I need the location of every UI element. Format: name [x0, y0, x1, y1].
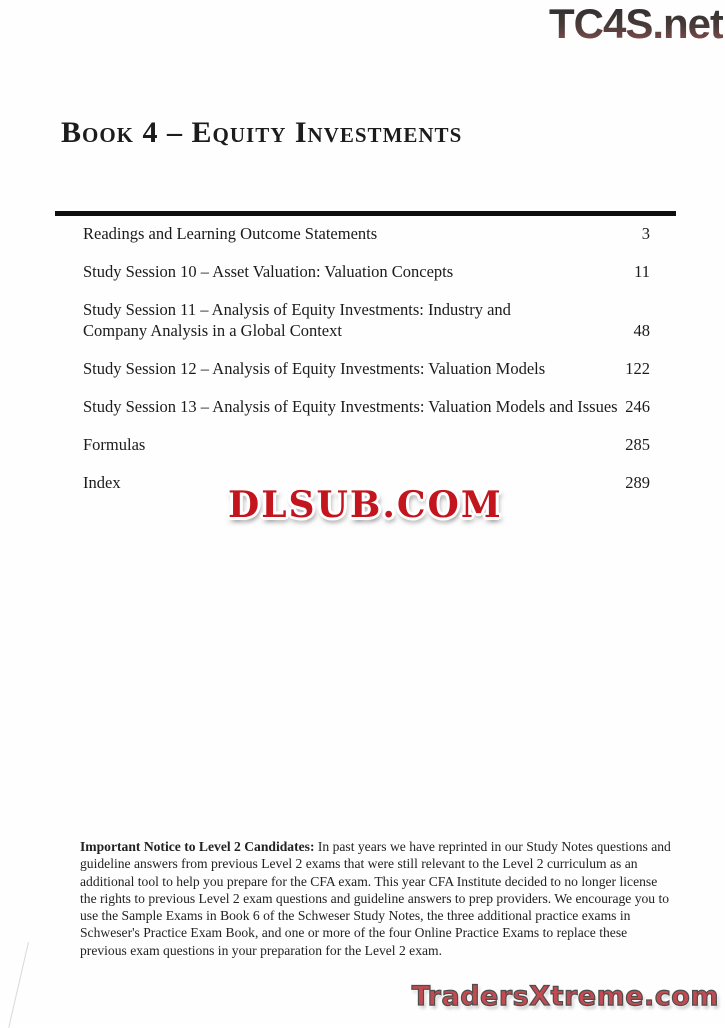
toc-entry-label: Index [83, 473, 121, 492]
toc-row [83, 261, 650, 282]
watermark-tc4s: TC4S.net [548, 0, 723, 47]
scan-artifact-line [8, 942, 29, 1028]
toc-entry-page-number: 122 [625, 359, 650, 378]
toc-row [83, 396, 650, 417]
important-notice [80, 838, 674, 959]
table-of-contents [83, 223, 650, 510]
watermark-dlsub: DLSUB.COM [228, 484, 503, 526]
toc-row [83, 434, 650, 455]
toc-entry-page-number: 246 [625, 397, 650, 416]
toc-entry-label: Study Session 13 – Analysis of Equity Investments: Valuation Models and Issues [83, 397, 618, 416]
page-title: Book 4 – Equity Investments [61, 116, 463, 149]
toc-entry-label: Readings and Learning Outcome Statements [83, 224, 378, 243]
toc-entry-label: Formulas [83, 435, 146, 454]
toc-entry-label: Study Session 12 – Analysis of Equity Investments: Valuation Models [83, 359, 546, 378]
toc-entry-page-number: 48 [633, 321, 650, 340]
toc-entry-label: Study Session 10 – Asset Valuation: Valuation Concepts [83, 262, 454, 281]
toc-row [83, 358, 650, 379]
toc-entry-page-number: 289 [625, 473, 650, 492]
toc-entry-page-number: 285 [625, 435, 650, 454]
toc-entry-page-number: 11 [634, 262, 650, 281]
toc-row [83, 299, 650, 341]
toc-row [83, 223, 650, 244]
toc-entry-label: Study Session 11 – Analysis of Equity Investments: Industry and Company Analysis in a Global Context [83, 300, 511, 340]
important-notice-lead: Important Notice to Level 2 Candidates: [80, 839, 315, 854]
toc-top-rule [55, 211, 676, 216]
important-notice-body: In past years we have reprinted in our Study Notes questions and guideline answers from previous Level 2 exams that were still relevant to the Level 2 curriculum as an additional tool to help you prepare for the CFA exam. This year CFA Institute decided to no longer license the rights to previous Level 2 exam questions and guideline answers to prep providers. We encourage you to use the Sample Exams in Book 6 of the Schweser Study Notes, the three additional practice exams in Schweser's Practice Exam Book, and one or more of the four Online Practice Exams to replace these previous exam questions in your preparation for the Level 2 exam. [80, 839, 671, 958]
watermark-tradersxtreme: TradersXtreme.com [411, 981, 719, 1012]
toc-entry-page-number: 3 [641, 224, 650, 243]
